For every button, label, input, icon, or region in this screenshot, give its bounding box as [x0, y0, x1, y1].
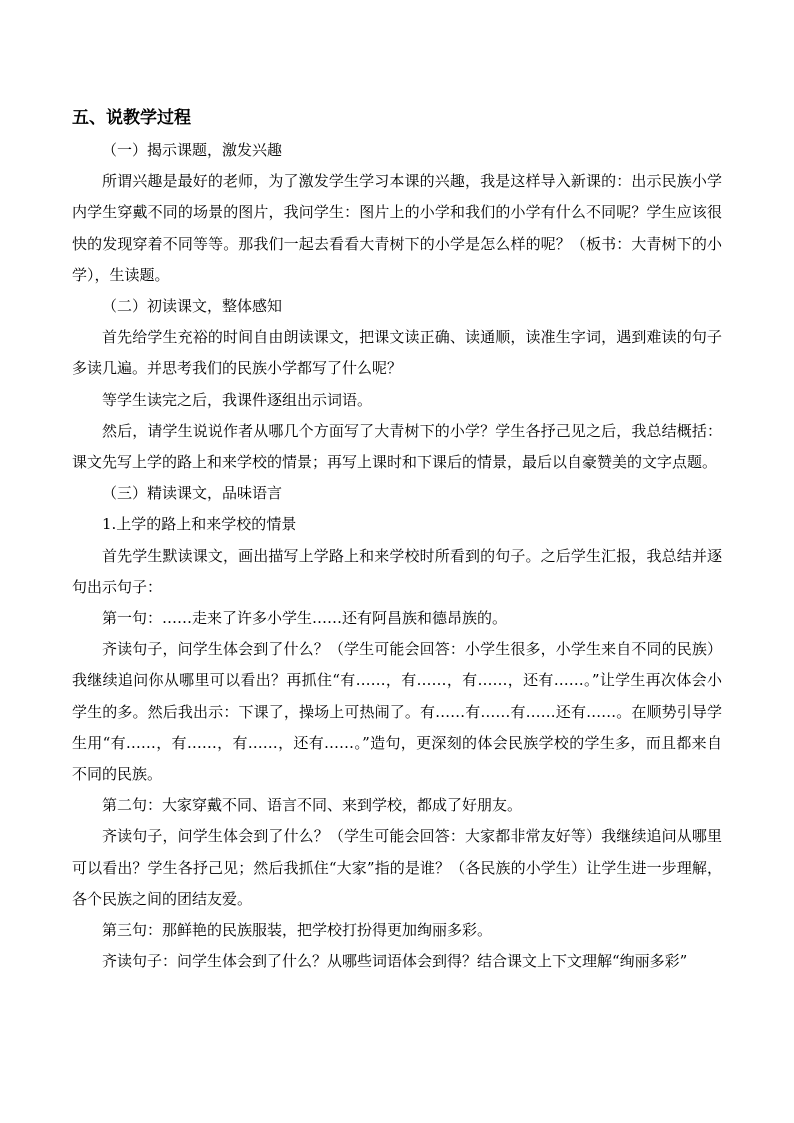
subsection-title-3: （三）精读课文，品味语言: [102, 484, 283, 503]
paragraph-sentence-1-discussion: 齐读句子，问学生体会到了什么？（学生可能会回答：小学生很多，小学生来自不同的民族）我继续追问你从哪里可以看出？再抓住“有……，有……，有……，还有……。”让学生再次体会小学生的多。然后我出示：下课了，操场上可热闹了。有……有……有……还有……。在顺势引导学生用“有……，有……，有……，还有……。”造句，更深刻的体会民族学校的学生多，而且都来自不同的民族。: [72, 640, 722, 784]
paragraph-sentence-1: 第一句：……走来了许多小学生……还有阿昌族和德昂族的。: [102, 609, 508, 628]
paragraph-intro-interest: 所谓兴趣是最好的老师，为了激发学生学习本课的兴趣，我是这样导入新课的：出示民族小学内学生穿戴不同的场景的图片，我问学生：图片上的小学和我们的小学有什么不同呢？学生应该很快的发现穿着不同等等。那我们一起去看看大青树下的小学是怎么样的呢？（板书：大青树下的小学），生读题。: [72, 172, 722, 284]
paragraph-show-words: 等学生读完之后，我课件逐组出示词语。: [102, 390, 373, 409]
paragraph-sentence-2-discussion: 齐读句子，问学生体会到了什么？（学生可能会回答：大家都非常友好等）我继续追问从哪里可以看出？学生各抒己见；然后我抓住“大家”指的是谁？（各民族的小学生）让学生进一步理解，各个民族之间的团结友爱。: [72, 827, 722, 908]
paragraph-sentence-3-discussion: 齐读句子：问学生体会到了什么？从哪些词语体会到得？结合课文上下文理解“绚丽多彩”: [102, 952, 688, 971]
section-heading: 五、说教学过程: [72, 108, 191, 128]
paragraph-silent-reading: 首先学生默读课文，画出描写上学路上和来学校时所看到的句子。之后学生汇报，我总结并逐句出示句子：: [72, 546, 722, 596]
paragraph-summary: 然后，请学生说说作者从哪几个方面写了大青树下的小学？学生各抒己见之后，我总结概括：课文先写上学的路上和来学校的情景；再写上课时和下课后的情景，最后以自豪赞美的文字点题。: [72, 421, 722, 472]
subsection-point-1: 1.上学的路上和来学校的情景: [102, 515, 297, 534]
paragraph-sentence-2: 第二句：大家穿戴不同、语言不同、来到学校，都成了好朋友。: [102, 796, 523, 815]
subsection-title-2: （二）初读课文，整体感知: [102, 297, 283, 316]
subsection-title-1: （一）揭示课题，激发兴趣: [102, 141, 283, 159]
paragraph-sentence-3: 第三句：那鲜艳的民族服装，把学校打扮得更加绚丽多彩。: [102, 921, 493, 940]
paragraph-first-reading: 首先给学生充裕的时间自由朗读课文，把课文读正确、读通顺，读准生字词，遇到难读的句子多读几遍。并思考我们的民族小学都写了什么呢？: [72, 328, 722, 378]
document-body: [72, 101, 722, 977]
